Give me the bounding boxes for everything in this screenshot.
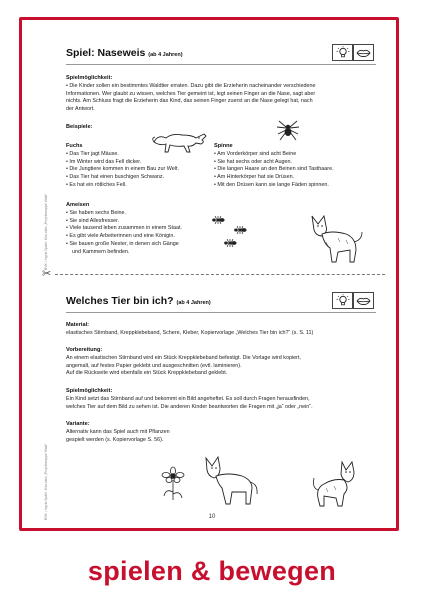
game2-age: (ab 4 Jahren) [176, 300, 211, 306]
fox-cub-standing-illustration [202, 452, 260, 506]
game1-beispiele-heading: Beispiele: [66, 124, 93, 130]
fox-cub-bottom-illustration [312, 458, 364, 508]
game1-spiel-line: nichts. Am Schluss fragt die Erzieherin das Kind, das seinen Finger zuerst an die Nase gelegt hat, nach [66, 98, 313, 105]
lightbulb-icon [332, 44, 353, 61]
game1-spiel-line: • Die Kinder sollen ein bestimmtes Waldtier erraten. Dazu gibt die Erzieherin nacheinander verschiedene [66, 83, 316, 91]
material-heading: Material: [66, 322, 90, 328]
game1-title-text: Spiel: Naseweis [66, 47, 146, 59]
variante-heading: Variante: [66, 421, 90, 427]
list-item: • Die Jungtiere kommen in einem Bau zur Welt. [66, 166, 179, 174]
page-number: 10 [208, 514, 216, 520]
list-item: • Es gibt viele Arbeiterinnen und eine Königin. [66, 233, 182, 241]
game1-age: (ab 4 Jahren) [148, 52, 183, 58]
vorbereitung-line: angemalt, auf festes Papier geklebt und ausgeschnitten (evtl. laminieren). [66, 362, 242, 369]
list-item: • Viele tausend leben zusammen in einem Staat. [66, 225, 182, 233]
list-item: • Das Tier hat einen buschigen Schwanz. [66, 174, 179, 182]
list-item: • Sie haben sechs Beine. [66, 210, 182, 218]
flower-illustration [160, 466, 186, 502]
game2-spiel-heading: Spielmöglichkeit: [66, 388, 113, 394]
game1-divider [66, 64, 376, 65]
fuchs-list [66, 151, 179, 190]
list-item: • Die langen Haare an den Beinen sind Tasthaare. [214, 166, 334, 174]
lips-icon [353, 292, 374, 309]
list-item: • Es hat ein rötliches Fell. [66, 182, 179, 190]
game2-spiel-line: welches Tier auf dem Bild zu sehen ist. Die anderen Kinder beantworten die Fragen mit „ja“ oder „nein“. [66, 403, 313, 410]
spinne-heading: Spinne [214, 143, 233, 149]
spider-illustration [276, 118, 300, 142]
list-item-continuation: und Kammern befinden. [72, 248, 130, 255]
game2-spiel-line: Ein Kind setzt das Stirnband auf und bekommt ein Bild angeheftet. Es soll durch Fragen herausfinden, [66, 396, 310, 402]
list-item: • Sie sind Allesfresser. [66, 218, 182, 226]
fox-running-illustration [152, 128, 210, 154]
footer-title: spielen & bewegen [87, 556, 337, 586]
vorbereitung-line: Auf die Rückseite wird ebenfalls ein Stück Kreppklebeband geklebt. [66, 370, 228, 377]
game2-icons [332, 292, 374, 309]
game2-spiel-text [66, 396, 313, 411]
game1-spiel-line: Informationen. Wer glaubt zu wissen, welches Tier gemeint ist, legt seinen Finger an die Nase, sagt aber [66, 90, 316, 97]
game2-divider [66, 312, 376, 313]
list-item: • Sie bauen große Nester, in denen sich Gänge [66, 241, 182, 249]
list-item: • Mit den Drüsen kann sie lange Fäden spinnen. [214, 182, 334, 190]
list-item: • Am Vorderkörper sind acht Beine [214, 151, 334, 159]
vorbereitung-text [66, 355, 301, 378]
game2-title-text: Welches Tier bin ich? [66, 295, 174, 307]
ameisen-list [66, 210, 182, 256]
variante-line: Alternativ kann das Spiel auch mit Pflanzen [66, 429, 170, 435]
variante-line: gespielt werden (s. Kopiervorlage S. 56). [66, 436, 164, 443]
side-credit-top: BVK • Ingrid Späth: Kita aktiv „Projektmappe Wald“ [44, 193, 48, 270]
ameisen-heading: Ameisen [66, 202, 90, 208]
cut-line [55, 274, 385, 275]
list-item: • Sie hat sechs oder acht Augen. [214, 159, 334, 167]
lightbulb-icon [332, 292, 353, 309]
spinne-list [214, 151, 334, 190]
vorbereitung-heading: Vorbereitung: [66, 347, 103, 353]
list-item: • Das Tier jagt Mäuse. [66, 151, 179, 159]
scissors-icon: ✂ [42, 268, 52, 280]
list-item: • Am Hinterkörper hat sie Drüsen. [214, 174, 334, 182]
variante-text [66, 429, 170, 444]
game2-title [66, 295, 211, 307]
material-text: elastisches Stirnband, Kreppklebeband, Schere, Kleber, Kopiervorlage „Welches Tier bin ich?“ (s. S. 11) [66, 330, 314, 336]
lips-icon [353, 44, 374, 61]
side-credit-bottom: BVK • Ingrid Späth: Kita aktiv „Projektmappe Wald“ [44, 443, 48, 520]
game1-icons [332, 44, 374, 61]
game1-spiel-heading: Spielmöglichkeit: [66, 75, 113, 81]
ants-illustration [208, 210, 258, 252]
game1-spiel-line: der Antwort. [66, 106, 95, 113]
list-item: • Im Winter wird das Fell dicker. [66, 159, 179, 167]
vorbereitung-line: An einem elastischen Stirnband wird ein Stück Kreppklebeband befestigt. Die Vorlage wird kopiert, [66, 355, 301, 361]
fuchs-heading: Fuchs [66, 143, 83, 149]
game1-title [66, 47, 183, 59]
game1-spiel-text [66, 83, 316, 114]
fox-cub-illustration [308, 212, 364, 264]
